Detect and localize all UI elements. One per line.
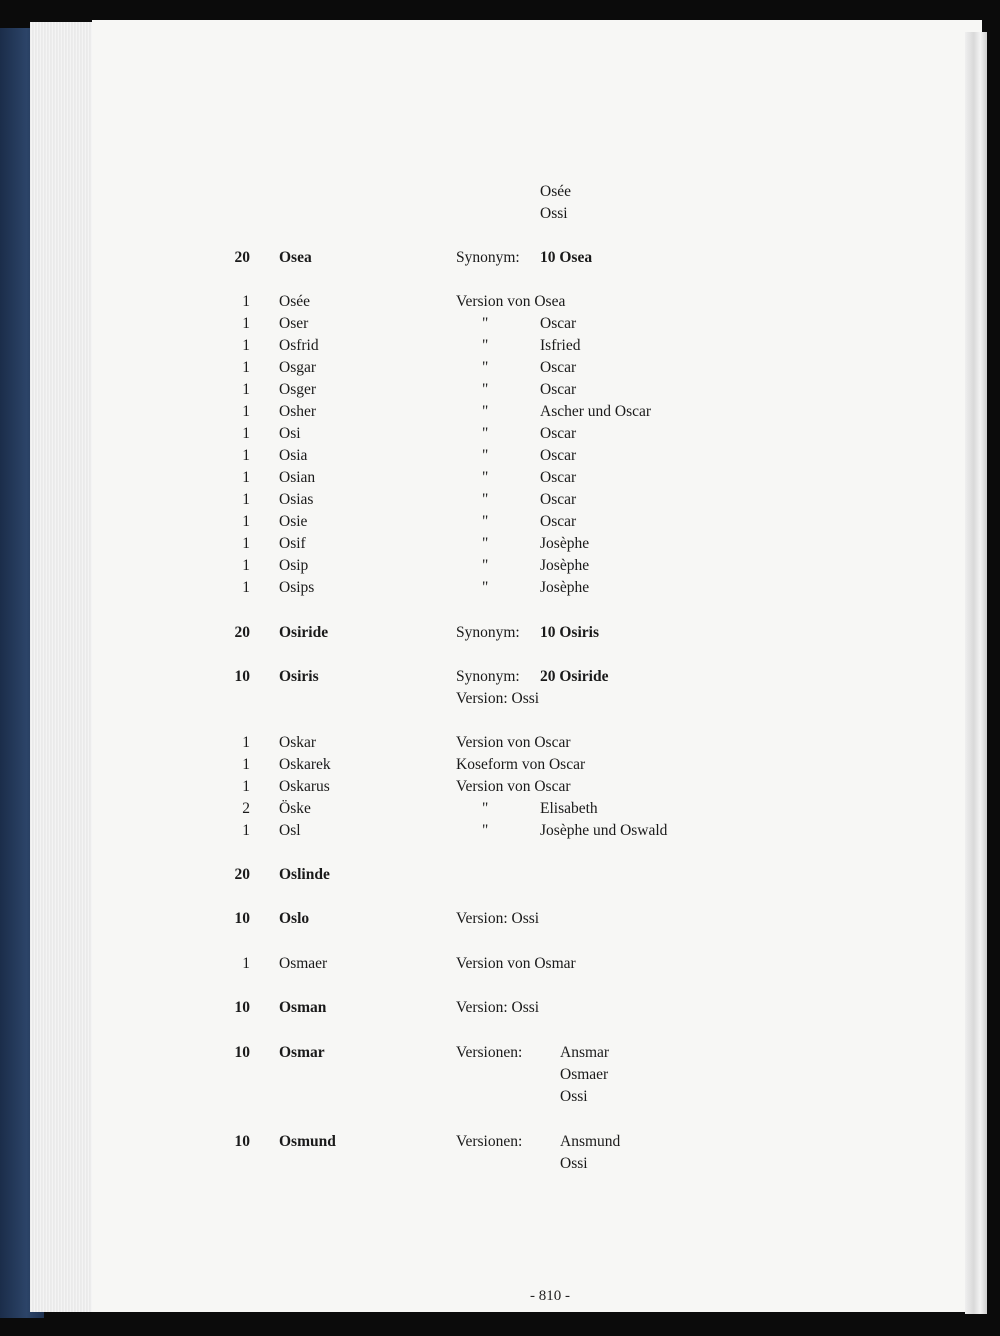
row-value-secondary: Ossi <box>560 1155 588 1172</box>
row-name: Osgar <box>279 359 317 376</box>
row-ditto-mark: " <box>482 579 489 596</box>
row-relation: Version von Osmar <box>456 955 576 972</box>
table-row <box>0 999 1000 1021</box>
table-row <box>0 1155 1000 1177</box>
row-name: Osif <box>279 535 306 552</box>
row-ditto-mark: " <box>482 359 489 376</box>
row-value: Oscar <box>540 315 577 332</box>
row-value: Josèphe und Oswald <box>540 822 668 839</box>
row-ditto-mark: " <box>482 403 489 420</box>
table-row <box>0 491 1000 513</box>
table-row <box>0 778 1000 800</box>
row-name: Osia <box>279 447 308 464</box>
row-name: Osian <box>279 469 316 486</box>
row-name: Osias <box>279 491 314 508</box>
row-name: Osfrid <box>279 337 319 354</box>
row-name: Osmund <box>279 1133 336 1150</box>
row-relation: Version: Ossi <box>456 999 540 1016</box>
row-value: Osée <box>540 183 571 200</box>
row-name: Osie <box>279 513 308 530</box>
row-ditto-mark: " <box>482 469 489 486</box>
row-value-secondary: Ansmund <box>560 1133 621 1150</box>
row-name: Osea <box>279 249 312 266</box>
table-row <box>0 447 1000 469</box>
row-count: 1 <box>242 579 250 596</box>
row-value-secondary: Osmaer <box>560 1066 609 1083</box>
row-count: 1 <box>242 447 250 464</box>
row-value: 20 Osiride <box>540 668 609 685</box>
table-row <box>0 1133 1000 1155</box>
row-count: 1 <box>242 469 250 486</box>
row-count: 1 <box>242 778 250 795</box>
row-count: 10 <box>234 668 250 685</box>
row-count: 20 <box>234 249 250 266</box>
row-name: Oskarek <box>279 756 331 773</box>
row-count: 1 <box>242 403 250 420</box>
row-name: Osips <box>279 579 315 596</box>
row-name: Osiris <box>279 668 319 685</box>
row-name: Osip <box>279 557 309 574</box>
row-ditto-mark: " <box>482 557 489 574</box>
row-count: 1 <box>242 734 250 751</box>
row-ditto-mark: " <box>482 800 489 817</box>
row-value: Ascher und Oscar <box>540 403 652 420</box>
row-name: Osmaer <box>279 955 328 972</box>
row-value: Ossi <box>540 205 568 222</box>
row-count: 2 <box>242 800 250 817</box>
row-value: Oscar <box>540 359 577 376</box>
table-row <box>0 513 1000 535</box>
row-value: Oscar <box>540 425 577 442</box>
table-row <box>0 337 1000 359</box>
table-row <box>0 293 1000 315</box>
row-count: 1 <box>242 822 250 839</box>
table-row <box>0 866 1000 888</box>
table-row <box>0 183 1000 205</box>
table-row <box>0 381 1000 403</box>
row-value: Josèphe <box>540 557 590 574</box>
row-name: Oser <box>279 315 309 332</box>
page-number: - 810 - <box>530 1288 570 1304</box>
row-count: 20 <box>234 624 250 641</box>
row-ditto-mark: " <box>482 535 489 552</box>
row-ditto-mark: " <box>482 822 489 839</box>
row-value: Oscar <box>540 491 577 508</box>
row-count: 1 <box>242 359 250 376</box>
table-row <box>0 403 1000 425</box>
row-relation: Synonym: <box>456 668 520 685</box>
table-row <box>0 535 1000 557</box>
row-count: 1 <box>242 491 250 508</box>
table-row <box>0 955 1000 977</box>
table-row <box>0 469 1000 491</box>
table-row <box>0 822 1000 844</box>
row-ditto-mark: " <box>482 315 489 332</box>
row-ditto-mark: " <box>482 381 489 398</box>
row-count: 10 <box>234 1133 250 1150</box>
table-row <box>0 734 1000 756</box>
row-name: Osger <box>279 381 317 398</box>
row-name: Osman <box>279 999 327 1016</box>
row-ditto-mark: " <box>482 425 489 442</box>
row-name: Oskarus <box>279 778 330 795</box>
row-relation: Synonym: <box>456 624 520 641</box>
row-relation: Synonym: <box>456 249 520 266</box>
row-count: 1 <box>242 557 250 574</box>
row-name: Osher <box>279 403 317 420</box>
row-value: 10 Osea <box>540 249 593 266</box>
row-relation: Version von Oscar <box>456 778 571 795</box>
table-row <box>0 1088 1000 1110</box>
row-ditto-mark: " <box>482 447 489 464</box>
row-ditto-mark: " <box>482 491 489 508</box>
row-name: Osiride <box>279 624 329 641</box>
row-count: 10 <box>234 1044 250 1061</box>
row-count: 1 <box>242 293 250 310</box>
row-value: Oscar <box>540 513 577 530</box>
row-name: Oskar <box>279 734 317 751</box>
row-relation: Versionen: <box>456 1133 523 1150</box>
table-row <box>0 425 1000 447</box>
row-value: Oscar <box>540 447 577 464</box>
row-value-secondary: Ansmar <box>560 1044 610 1061</box>
row-ditto-mark: " <box>482 337 489 354</box>
row-value-secondary: Ossi <box>560 1088 588 1105</box>
row-value: Josèphe <box>540 535 590 552</box>
row-count: 1 <box>242 381 250 398</box>
row-name: Osmar <box>279 1044 325 1061</box>
table-row <box>0 315 1000 337</box>
row-relation: Versionen: <box>456 1044 523 1061</box>
row-value: Elisabeth <box>540 800 598 817</box>
row-value: Oscar <box>540 469 577 486</box>
row-count: 1 <box>242 513 250 530</box>
table-row <box>0 690 1000 712</box>
table-row <box>0 1066 1000 1088</box>
table-row <box>0 579 1000 601</box>
row-count: 1 <box>242 337 250 354</box>
table-row <box>0 205 1000 227</box>
row-count: 1 <box>242 425 250 442</box>
row-value: Josèphe <box>540 579 590 596</box>
table-row <box>0 668 1000 690</box>
row-name: Osi <box>279 425 301 442</box>
row-count: 20 <box>234 866 250 883</box>
table-row <box>0 249 1000 271</box>
table-row <box>0 800 1000 822</box>
row-count: 1 <box>242 756 250 773</box>
row-relation: Version: Ossi <box>456 690 540 707</box>
row-relation: Version von Oscar <box>456 734 571 751</box>
table-row <box>0 557 1000 579</box>
row-relation: Version: Ossi <box>456 910 540 927</box>
table-row <box>0 359 1000 381</box>
row-count: 10 <box>234 910 250 927</box>
table-row <box>0 624 1000 646</box>
row-value: Isfried <box>540 337 581 354</box>
row-name: Oslinde <box>279 866 330 883</box>
row-name: Oslo <box>279 910 310 927</box>
table-row <box>0 910 1000 932</box>
row-value: Oscar <box>540 381 577 398</box>
row-relation: Koseform von Oscar <box>456 756 586 773</box>
row-ditto-mark: " <box>482 513 489 530</box>
table-row <box>0 1044 1000 1066</box>
row-count: 1 <box>242 315 250 332</box>
row-name: Osl <box>279 822 301 839</box>
row-count: 10 <box>234 999 250 1016</box>
table-row <box>0 756 1000 778</box>
row-relation: Version von Osea <box>456 293 566 310</box>
row-count: 1 <box>242 955 250 972</box>
row-count: 1 <box>242 535 250 552</box>
row-value: 10 Osiris <box>540 624 599 641</box>
row-name: Osée <box>279 293 310 310</box>
row-name: Öske <box>279 800 311 817</box>
